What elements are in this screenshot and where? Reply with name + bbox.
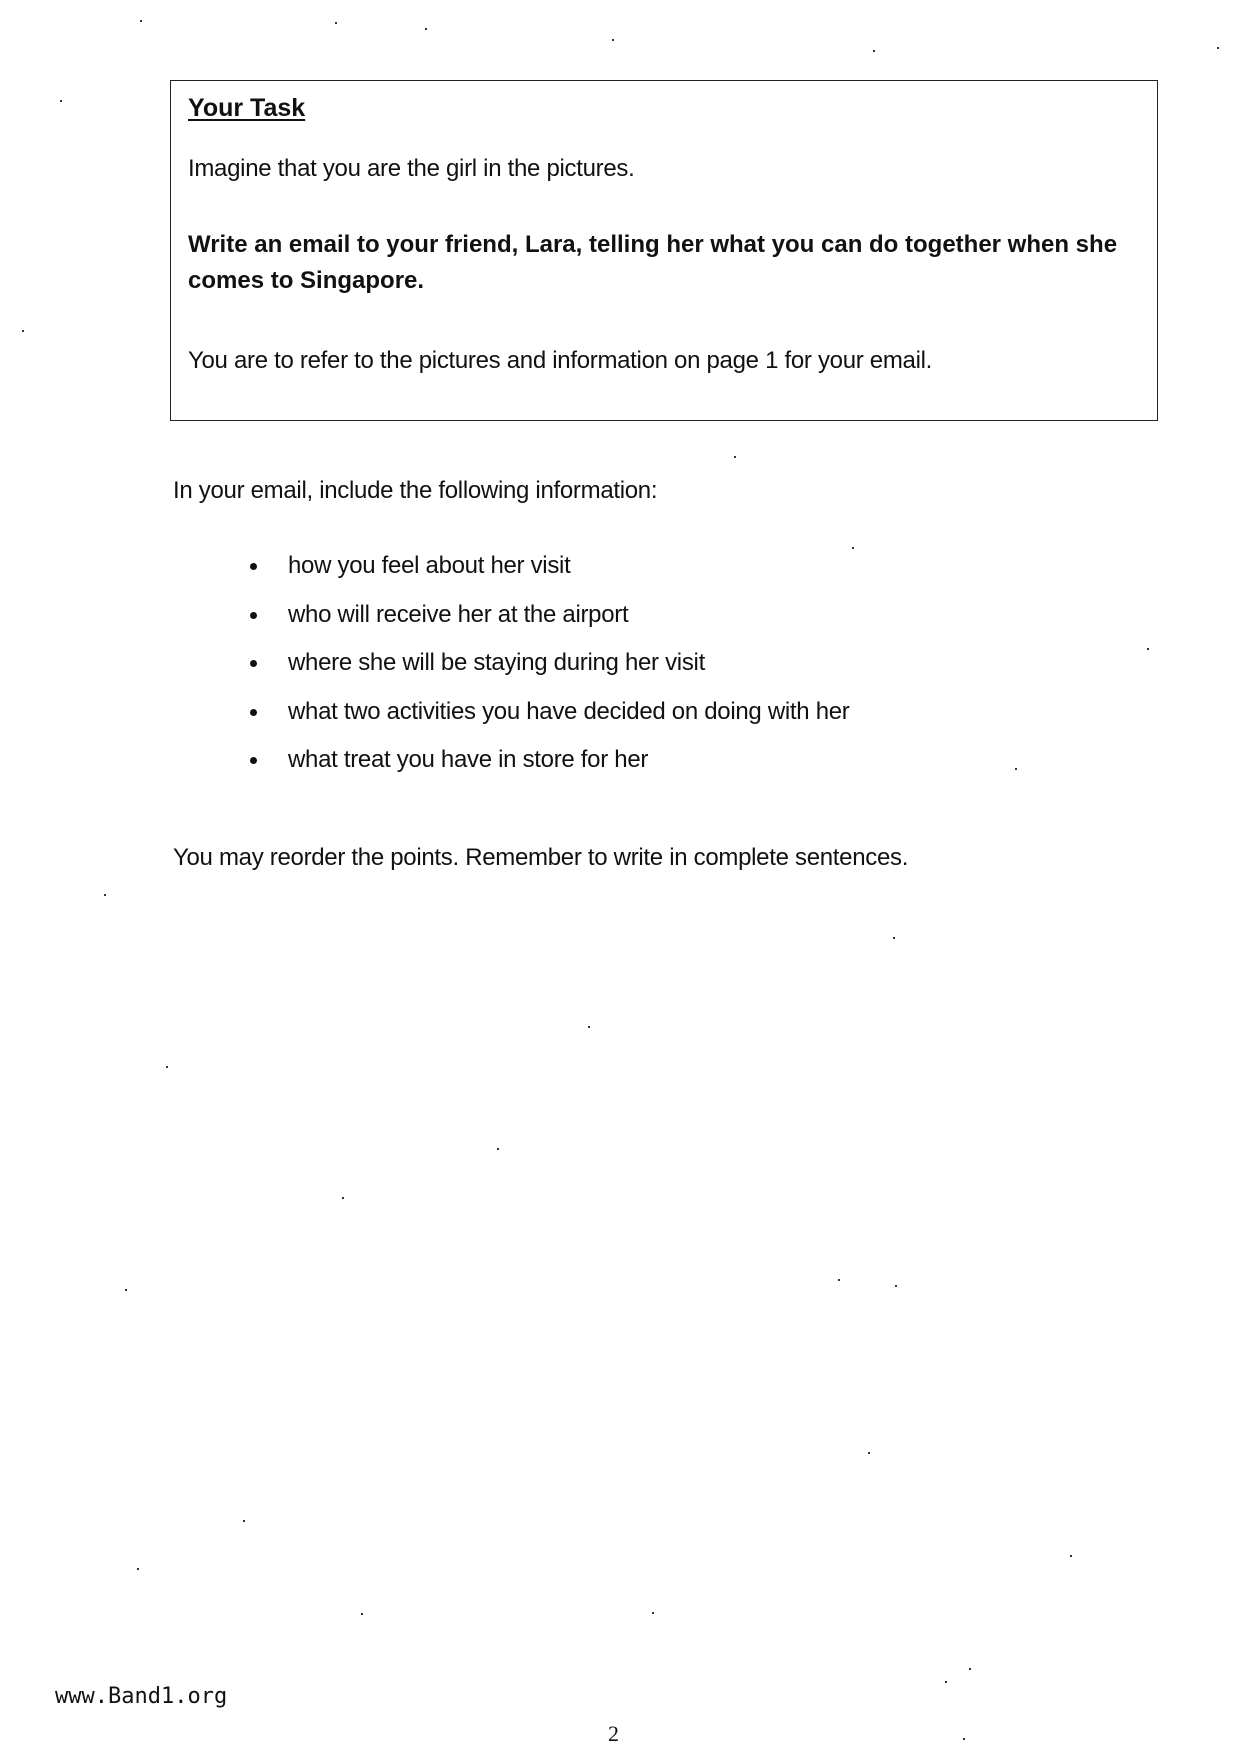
list-item	[250, 549, 849, 598]
list-item	[250, 598, 849, 647]
list-item	[250, 646, 849, 695]
list-item-text: where she will be staying during her visit	[288, 649, 705, 676]
bullet-icon	[250, 563, 257, 570]
list-item-text: what two activities you have decided on doing with her	[288, 697, 850, 725]
task-box	[170, 80, 1158, 421]
list-item-text: who will receive her at the airport	[288, 600, 629, 628]
points-list	[250, 549, 849, 792]
task-instruction: Write an email to your friend, Lara, telling her what you can do together when she comes to Singapore.	[188, 231, 1118, 294]
task-heading: Your Task	[188, 94, 306, 122]
list-item	[250, 743, 849, 792]
bullet-icon	[250, 757, 257, 764]
footer-url: www.Band1.org	[55, 1684, 228, 1709]
bullet-icon	[250, 709, 257, 716]
task-reference: You are to refer to the pictures and information on page 1 for your email.	[188, 347, 933, 374]
list-item-text: how you feel about her visit	[288, 552, 571, 579]
closing-note: You may reorder the points. Remember to write in complete sentences.	[173, 844, 909, 871]
task-scenario: Imagine that you are the girl in the pictures.	[188, 155, 635, 182]
bullet-icon	[250, 612, 257, 619]
page-number: 2	[608, 1721, 619, 1746]
bullet-icon	[250, 660, 257, 667]
list-item	[250, 695, 849, 744]
list-item-text: what treat you have in store for her	[288, 746, 649, 773]
points-intro: In your email, include the following information:	[173, 477, 658, 504]
